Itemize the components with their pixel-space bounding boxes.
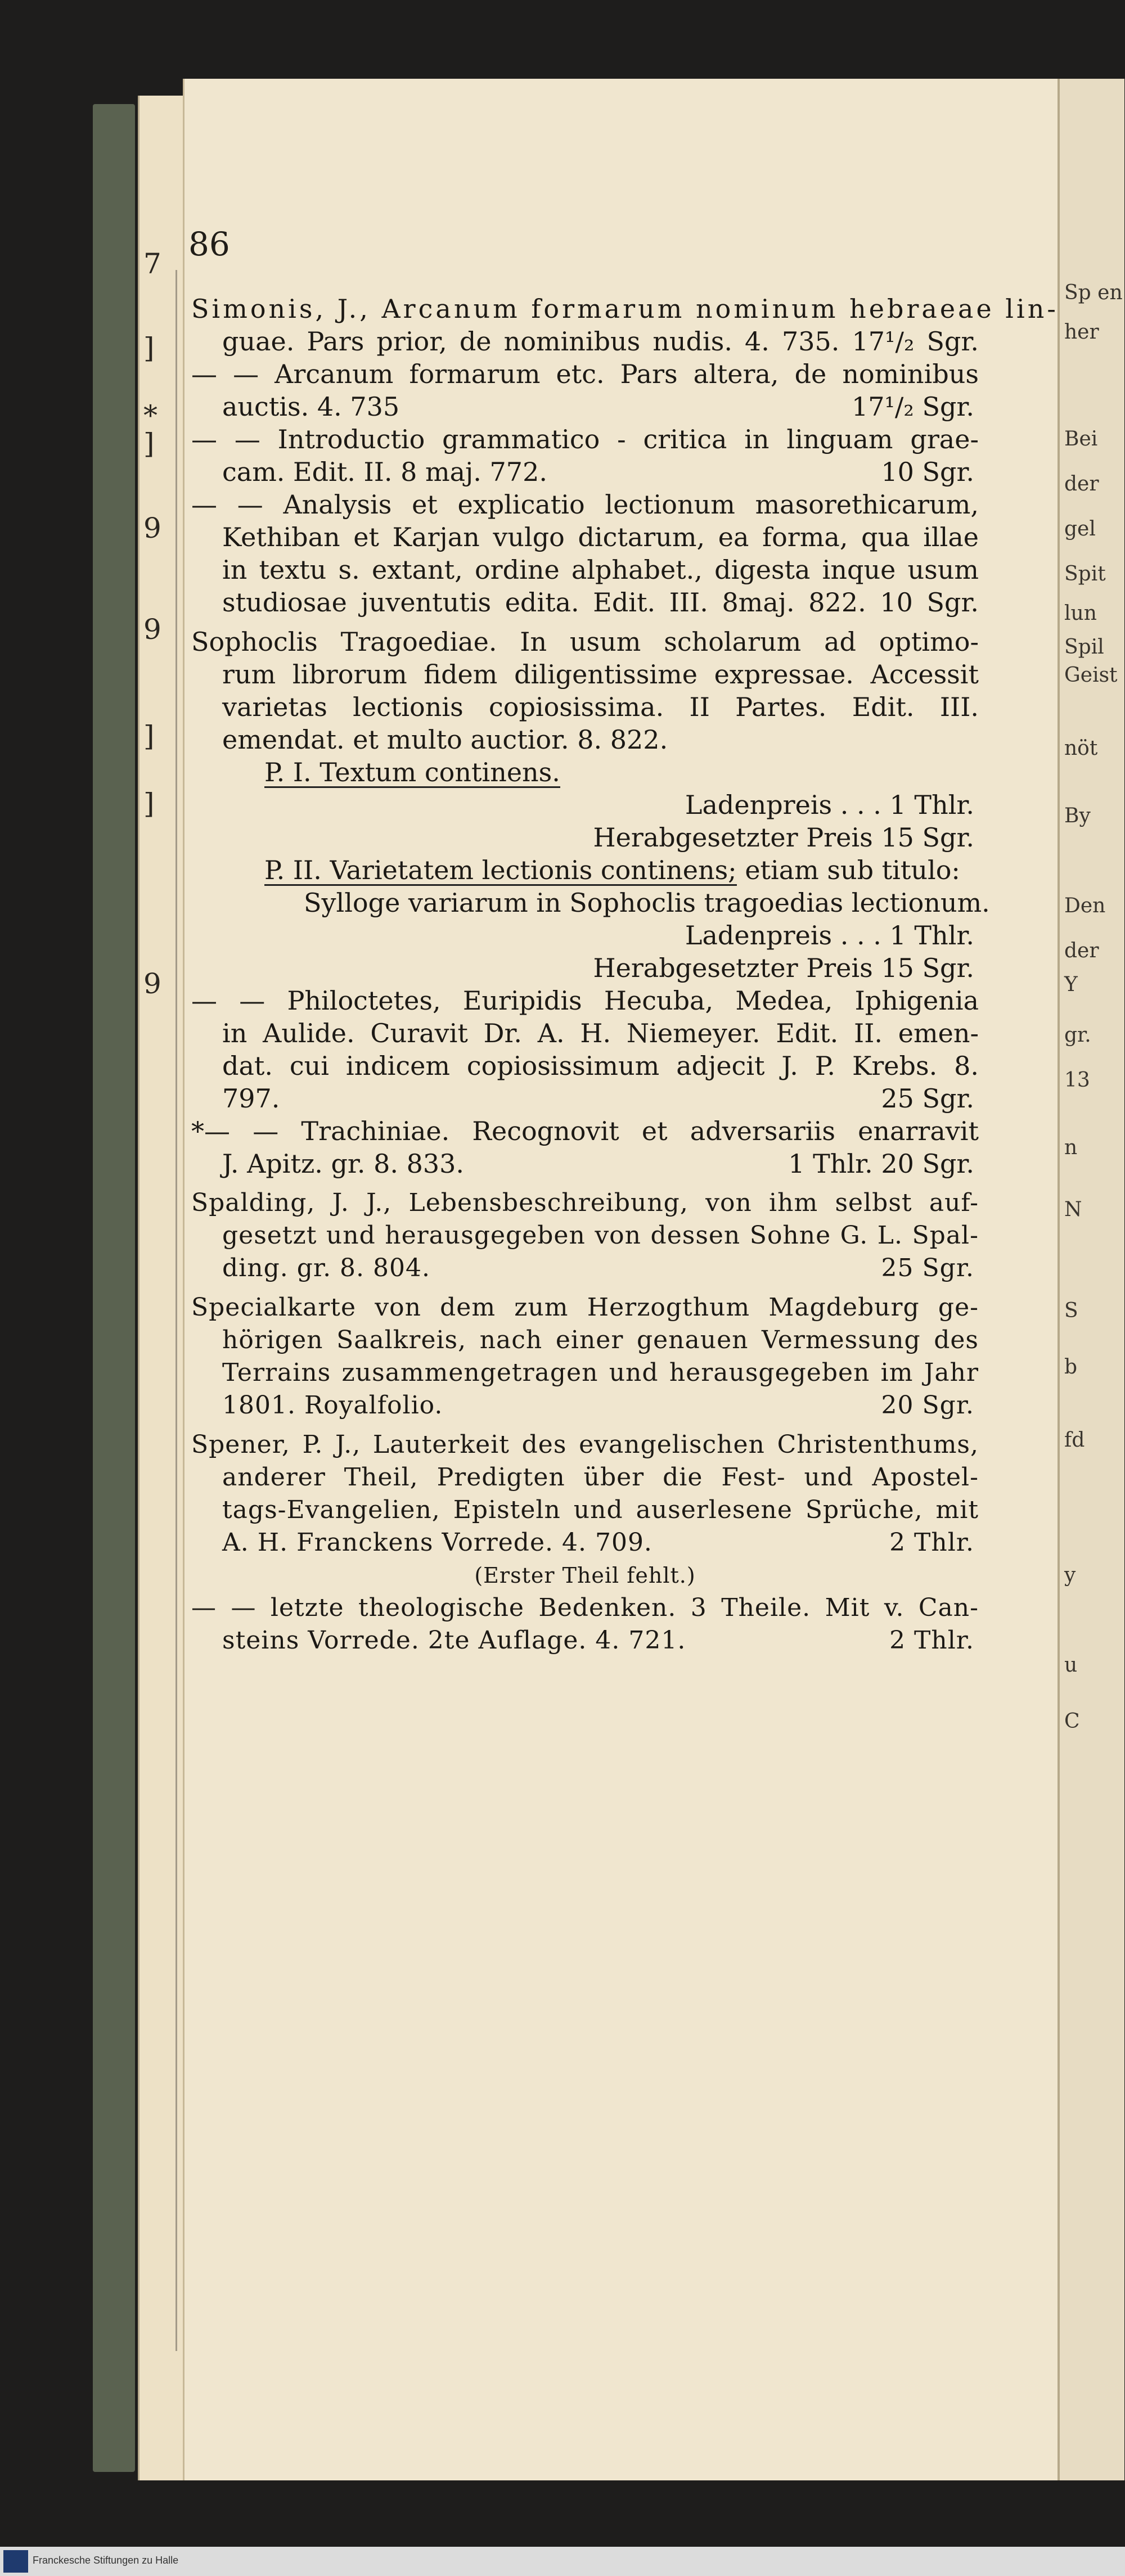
right-fragment: Geist [1064,664,1118,687]
right-fragment: Bei [1064,427,1098,451]
entry-specialkarte [191,1291,979,1422]
text-line: Herabgesetzter Preis 15 Sgr. [593,822,974,853]
text-line: Kethiban et Karjan vulgo dictarum, ea forma, qua illae [222,522,979,552]
text-line: in Aulide. Curavit Dr. A. H. Niemeyer. Edit. II. emen- [222,1018,979,1048]
text-line: — — Arcanum formarum etc. Pars altera, de nominibus [191,359,979,389]
right-fragment: n [1064,1136,1078,1159]
text-line: — — Introductio grammatico - critica in linguam grae- [191,424,979,454]
margin-mark: ] [143,332,155,364]
text-line: guae. Pars prior, de nominibus nudis. 4. 735. 17¹/₂ Sgr. [222,326,979,357]
text-line: varietas lectionis copiosissima. II Partes. Edit. III. [222,692,979,722]
text-line: anderer Theil, Predigten über die Fest- und Apostel- [222,1463,979,1492]
margin-mark: 9 [143,512,161,544]
text-line: hörigen Saalkreis, nach einer genauen Vermessung des [222,1326,979,1354]
text-line [191,756,979,789]
text-line: (Erster Theil fehlt.) [474,1563,696,1588]
right-fragment: fd [1064,1429,1085,1452]
right-fragment: Den [1064,894,1106,917]
right-fragment: nöt [1064,737,1098,760]
text-line: Simonis, J., Arcanum formarum nominum hebraeae lin- [191,294,1059,324]
entry-sophoclis [191,625,990,1180]
right-fragment: y [1064,1564,1076,1587]
text-line: dat. cui indicem copiosissimum adjecit J. P. Krebs. 8. [222,1051,979,1081]
text-line: 1801. Royalfolio. 20 Sgr. [222,1391,974,1420]
right-page-edge [1058,79,1124,2480]
part-two-heading: P. II. Varietatem lectionis continens; [264,855,737,885]
margin-mark: 9 [143,967,161,1000]
text-line: auctis. 4. 735 17¹/₂ Sgr. [222,391,974,422]
text-line: — — Analysis et explicatio lectionum masorethicarum, [191,489,979,520]
margin-mark: 9 [143,613,161,646]
text-line: tags-Evangelien, Episteln und auserlesene Sprüche, mit [222,1496,979,1524]
right-fragment: b [1064,1355,1078,1379]
right-fragment: u [1064,1654,1078,1677]
right-fragment: 13 [1064,1069,1090,1092]
right-fragment: her [1064,321,1099,344]
footer-bar [0,2547,1125,2576]
text-line: steins Vorrede. 2te Auflage. 4. 721. 2 Thlr. [222,1626,974,1655]
right-fragment: Y [1064,973,1078,996]
text-line: Sylloge variarum in Sophoclis tragoedias lectionum. [304,888,990,918]
text-line: ding. gr. 8. 804. 25 Sgr. [222,1254,974,1282]
right-fragment: By [1064,804,1091,827]
right-fragment: N [1064,1198,1082,1221]
right-fragment: Spil [1064,636,1104,659]
text-line: Terrains zusammengetragen und herausgegeben im Jahr [222,1358,979,1387]
margin-line [176,270,177,2351]
text-line: — — letzte theologische Bedenken. 3 Theile. Mit v. Can- [191,1593,979,1622]
right-fragment: S [1064,1299,1078,1322]
text-line: A. H. Franckens Vorrede. 4. 709. 2 Thlr. [222,1528,974,1557]
text-line: Sophoclis Tragoediae. In usum scholarum ad optimo- [191,627,979,657]
text-line: cam. Edit. II. 8 maj. 772. 10 Sgr. [222,457,974,487]
catalog-text [191,292,1059,1664]
right-fragment: der [1064,939,1099,962]
margin-mark: * [143,399,158,432]
page-number: 86 [188,225,230,263]
institution-logo-icon [3,2550,28,2573]
margin-mark: ] [143,720,155,753]
text-line: Specialkarte von dem zum Herzogthum Magdeburg ge- [191,1293,979,1322]
text-line: Spener, P. J., Lauterkeit des evangelischen Christenthums, [191,1430,979,1459]
margin-mark: ] [143,787,155,820]
right-fragment: C [1064,1710,1080,1733]
text-line: P. II. Varietatem lectionis continens; etiam sub titulo: [264,855,960,885]
margin-mark: 7 [143,247,161,280]
right-fragment: gel [1064,517,1096,541]
text-line: in textu s. extant, ordine alphabet., digesta inque usum [222,555,979,585]
text-line: Herabgesetzter Preis 15 Sgr. [593,953,974,983]
part-one-heading: P. I. Textum continens. [264,757,560,787]
text-line: emendat. et multo auctior. 8. 822. [222,724,668,755]
text-line: J. Apitz. gr. 8. 833. 1 Thlr. 20 Sgr. [222,1149,974,1179]
footer-credit: Franckesche Stiftungen zu Halle [33,2555,179,2566]
text-line: studiosae juventutis edita. Edit. III. 8maj. 822. 10 Sgr. [222,587,979,618]
text-line: 797. 25 Sgr. [222,1083,974,1114]
book-spine-edge [93,104,135,2472]
entry-simonis [191,292,1059,619]
text-line: *— — Trachiniae. Recognovit et adversariis enarravit [191,1116,979,1146]
right-fragment: Spit [1064,562,1106,586]
text-line: Ladenpreis . . . 1 Thlr. [685,790,974,820]
text-line: — — Philoctetes, Euripidis Hecuba, Medea, Iphigenia [191,985,979,1016]
text-line: Ladenpreis . . . 1 Thlr. [685,920,974,951]
margin-mark: ] [143,427,155,460]
entry-spalding [191,1187,979,1285]
text-line: Spalding, J. J., Lebensbeschreibung, von ihm selbst auf- [191,1188,979,1217]
right-fragment: lun [1064,602,1097,625]
text-line: rum librorum fidem diligentissime expressae. Accessit [222,659,979,690]
right-fragment: gr. [1064,1024,1091,1047]
right-fragment: der [1064,472,1099,496]
text-line: gesetzt und herausgegeben von dessen Sohne G. L. Spal- [222,1221,979,1250]
entry-spener [191,1429,979,1657]
right-fragment: Sp en [1064,281,1123,304]
